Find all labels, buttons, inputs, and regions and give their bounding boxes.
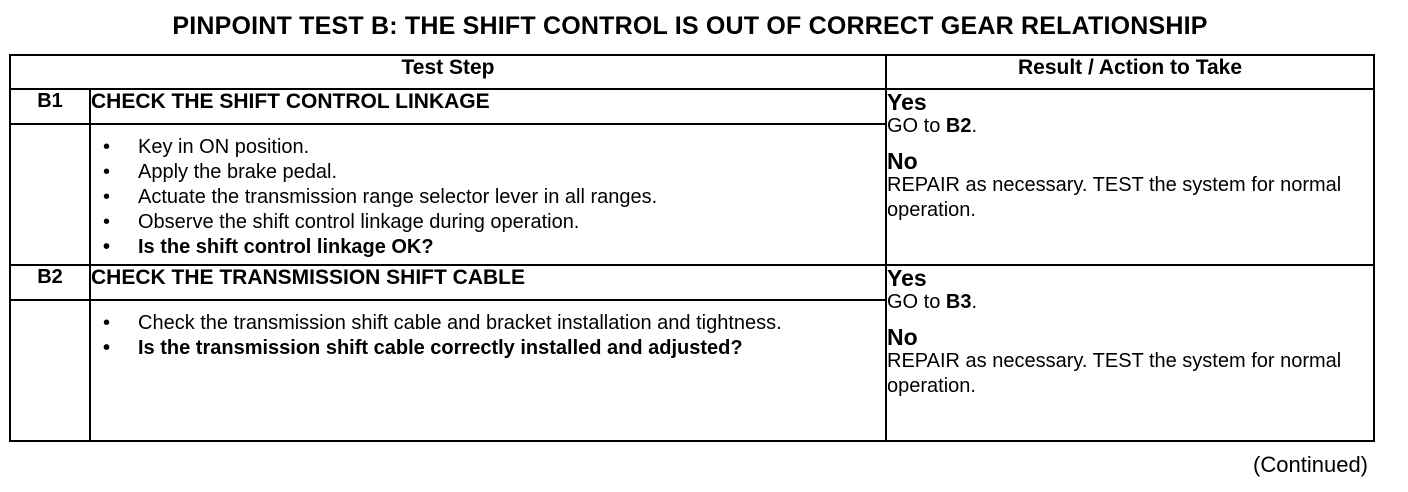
no-action: REPAIR as necessary. TEST the system for normal operation. bbox=[887, 350, 1342, 397]
step-bullet: • Check the transmission shift cable and bracket installation and tightness. bbox=[103, 312, 782, 334]
no-action: REPAIR as necessary. TEST the system for normal operation. bbox=[887, 174, 1342, 221]
step-bullet: • Actuate the transmission range selector lever in all ranges. bbox=[103, 186, 658, 208]
step-instructions bbox=[90, 300, 886, 441]
step-question: • Is the shift control linkage OK? bbox=[103, 236, 434, 258]
step-result bbox=[886, 265, 1374, 441]
continued-note: (Continued) bbox=[1253, 452, 1368, 477]
yes-target: B3 bbox=[945, 291, 972, 313]
step-body-spacer bbox=[10, 124, 90, 265]
pinpoint-test-table bbox=[9, 54, 1375, 442]
step-title-row bbox=[10, 265, 1374, 300]
result-header: Result / Action to Take bbox=[886, 55, 1374, 89]
step-result bbox=[886, 89, 1374, 265]
step-question: • Is the transmission shift cable correctly installed and adjusted? bbox=[103, 337, 743, 359]
no-label: No bbox=[887, 324, 918, 350]
step-title-row bbox=[10, 89, 1374, 124]
yes-label: Yes bbox=[887, 89, 927, 115]
no-label: No bbox=[887, 148, 918, 174]
step-id: B1 bbox=[10, 89, 90, 124]
step-bullet: • Apply the brake pedal. bbox=[103, 161, 338, 183]
test-step-header: Test Step bbox=[10, 55, 886, 89]
yes-action: GO to B2. bbox=[887, 115, 978, 137]
yes-label: Yes bbox=[887, 265, 927, 291]
step-title: CHECK THE TRANSMISSION SHIFT CABLE bbox=[90, 265, 886, 300]
step-bullet: • Observe the shift control linkage during operation. bbox=[103, 211, 580, 233]
step-title: CHECK THE SHIFT CONTROL LINKAGE bbox=[90, 89, 886, 124]
yes-action: GO to B3. bbox=[887, 291, 978, 313]
page-title: PINPOINT TEST B: THE SHIFT CONTROL IS OUT OF CORRECT GEAR RELATIONSHIP bbox=[172, 12, 1208, 40]
step-id: B2 bbox=[10, 265, 90, 300]
step-body-spacer bbox=[10, 300, 90, 441]
step-bullet: • Key in ON position. bbox=[103, 136, 310, 158]
yes-target: B2 bbox=[945, 115, 972, 137]
step-instructions bbox=[90, 124, 886, 265]
